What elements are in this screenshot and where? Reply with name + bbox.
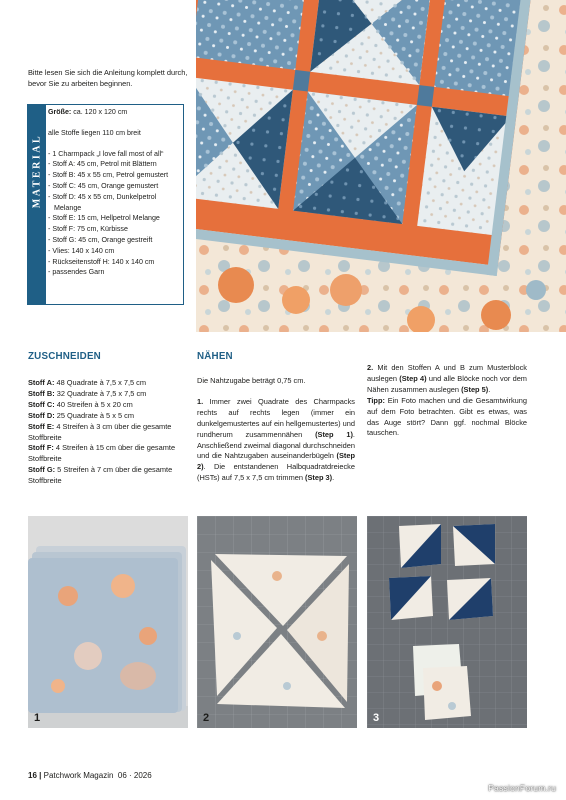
material-item: - Vlies: 140 x 140 cm	[48, 246, 115, 255]
magazine-name: Patchwork Magazin	[43, 771, 114, 780]
watermark-text: PassionForum.ru	[488, 783, 556, 793]
cut-row: Stoff B: 32 Quadrate à 7,5 x 7,5 cm	[28, 388, 147, 398]
right-column	[367, 363, 527, 439]
photo-number: 1	[34, 712, 41, 724]
cut-row: Stoff A: 48 Quadrate à 7,5 x 7,5 cm	[28, 378, 147, 387]
material-body	[48, 107, 182, 278]
cut-row: Stoff D: 25 Quadrate à 5 x 5 cm	[28, 410, 134, 420]
material-item: - Stoff G: 45 cm, Orange gestreift	[48, 235, 153, 244]
material-item: - 1 Charmpack „I love fall most of all“	[48, 149, 164, 158]
step-2-text: 2. Mit den Stoffen A und B zum Musterblock auslegen (Step 4) und alle Blöcke noch vor dem Nähen zusammen auslegen (Step 5).	[367, 363, 527, 394]
cut-row: Stoff F: 4 Streifen à 15 cm über die gesamte Stoffbreite	[28, 443, 176, 464]
cut-row: Stoff E: 4 Streifen à 3 cm über die gesamte Stoffbreite	[28, 421, 172, 442]
material-item: - Stoff C: 45 cm, Orange gemustert	[48, 181, 159, 190]
material-tab-label: MATERIAL	[31, 133, 43, 209]
material-item: - Stoff F: 75 cm, Kürbisse	[48, 225, 128, 234]
photo-number: 2	[203, 712, 210, 724]
material-box	[27, 104, 184, 305]
material-item: - Stoff B: 45 x 55 cm, Petrol gemustert	[48, 171, 169, 180]
page-number: 16	[28, 771, 37, 780]
fabric-width: alle Stoffe liegen 110 cm breit	[48, 128, 141, 137]
material-item: - Stoff A: 45 cm, Petrol mit Blättern	[48, 160, 157, 169]
footer-separator: |	[39, 771, 42, 780]
material-item: - Rückseitenstoff H: 140 x 140 cm	[48, 257, 155, 266]
material-item: - Stoff E: 15 cm, Hellpetrol Melange	[48, 214, 160, 223]
sew-column	[197, 376, 355, 484]
cut-list	[28, 378, 188, 487]
step-photo-1	[28, 516, 188, 728]
size-value: ca. 120 x 120 cm	[73, 108, 128, 116]
photo-number: 3	[373, 712, 380, 724]
seam-allowance: Die Nahtzugabe beträgt 0,75 cm.	[197, 376, 306, 385]
cut-heading: ZUSCHNEIDEN	[28, 351, 101, 362]
sew-heading: NÄHEN	[197, 351, 233, 362]
step-photo-2	[197, 516, 357, 728]
tip-text: Tipp: Ein Foto machen und die Gesamtwirkung auf dem Foto betrachten. Gibt es etwas, was das Auge stört? Dann ggf. nochmal Blöcke tauschen.	[367, 395, 527, 438]
cut-row: Stoff G: 5 Streifen à 7 cm über die gesamte Stoffbreite	[28, 465, 173, 486]
quilt-photo	[196, 0, 566, 332]
material-tab	[28, 105, 46, 304]
step-photo-3	[367, 516, 527, 728]
size-label: Größe:	[48, 108, 72, 116]
cut-row: Stoff C: 40 Streifen à 5 x 20 cm	[28, 399, 133, 409]
page-footer	[28, 771, 152, 780]
step-1-text: 1. Immer zwei Quadrate des Charmpacks rechts auf rechts legen (immer ein dunkelgemustertes auf ein hellgemustertes) und rundherum zusammennähen (Step 1). Anschließend zweimal diagonal durchschneiden und die Nahtzugaben auseinanderbügeln (Step 2). Die entstandenen Halbquadratdreiecke (HSTs) auf 7,5 x 7,5 cm trimmen (Step 3).	[197, 396, 355, 483]
intro-text: Bitte lesen Sie sich die Anleitung komplett durch, bevor Sie zu arbeiten beginnen.	[28, 68, 188, 89]
issue: 06 · 2026	[117, 771, 152, 780]
material-item: - passendes Garn	[48, 268, 105, 277]
material-item: - Stoff D: 45 x 55 cm, Dunkelpetrol Melange	[48, 192, 157, 212]
